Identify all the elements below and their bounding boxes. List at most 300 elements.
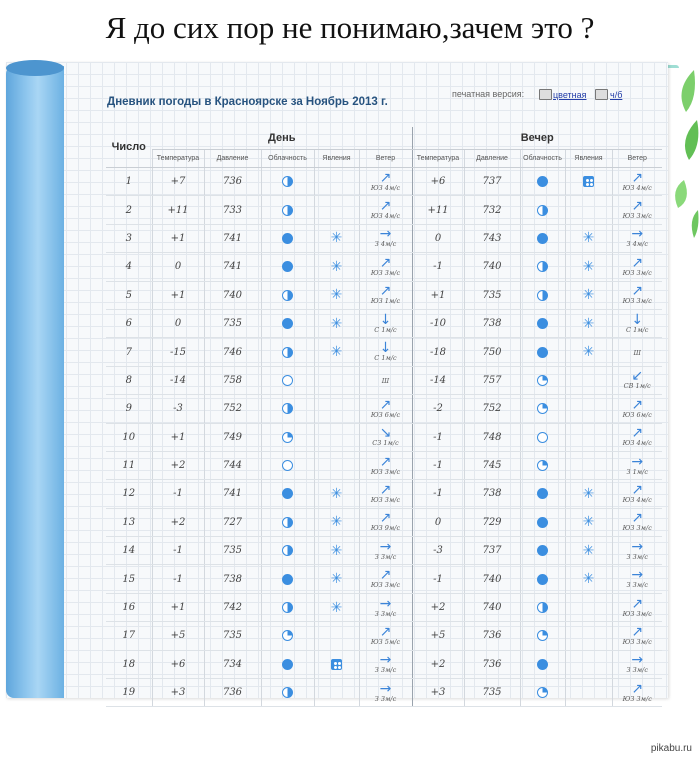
evening-wind-cell <box>612 196 662 224</box>
wind-arrow-icon: ↗ <box>631 254 644 271</box>
snowflake-icon: ✳ <box>330 514 343 531</box>
table-row <box>106 451 662 479</box>
wind-arrow-icon: → <box>631 538 644 555</box>
table-row <box>106 338 662 366</box>
day-pressure: 734 <box>204 650 261 678</box>
day-cloudiness-cell <box>261 423 314 451</box>
wind-indicator <box>375 682 396 703</box>
evening-pressure: 738 <box>464 309 520 337</box>
evening-wind-cell <box>612 508 662 536</box>
table-row <box>106 537 662 565</box>
cloud-cover-icon <box>282 630 293 641</box>
evening-pressure: 745 <box>464 451 520 479</box>
day-pressure: 749 <box>204 423 261 451</box>
evening-phenomena-cell <box>565 537 612 565</box>
day-number: 12 <box>106 480 152 508</box>
day-number: 3 <box>106 224 152 252</box>
day-wind-cell <box>359 168 412 196</box>
day-temperature: -1 <box>152 537 204 565</box>
day-temperature: +1 <box>152 281 204 309</box>
day-phenomena-cell <box>314 196 359 224</box>
wind-indicator <box>623 625 652 646</box>
header-evening-temperature: Температура <box>412 150 464 168</box>
snowflake-icon: ✳ <box>582 542 595 559</box>
day-pressure: 744 <box>204 451 261 479</box>
snowflake-icon: ✳ <box>330 344 343 361</box>
evening-temperature: -1 <box>412 423 464 451</box>
wind-indicator <box>627 227 648 248</box>
paper-roll-end <box>6 60 64 76</box>
day-phenomena-cell <box>314 622 359 650</box>
wind-arrow-icon: ↗ <box>379 623 392 640</box>
day-cloudiness-cell <box>261 366 314 394</box>
wind-indicator <box>623 483 652 504</box>
day-pressure: 742 <box>204 593 261 621</box>
wind-arrow-icon: ↗ <box>631 169 644 186</box>
cloud-cover-icon <box>282 176 293 187</box>
evening-temperature: +6 <box>412 168 464 196</box>
day-temperature: 0 <box>152 309 204 337</box>
header-day: День <box>152 127 412 150</box>
table-row <box>106 508 662 536</box>
evening-cloudiness-cell <box>520 451 565 479</box>
header-evening-cloudiness: Облачность <box>520 150 565 168</box>
snowflake-icon: ✳ <box>582 315 595 332</box>
wind-value: ЮЗ 3м/с <box>622 212 652 221</box>
wind-value: ЮЗ 3м/с <box>370 268 401 277</box>
day-temperature: -14 <box>152 366 204 394</box>
evening-pressure: 738 <box>464 480 520 508</box>
wind-value: ЮЗ 4м/с <box>622 495 652 504</box>
day-number: 7 <box>106 338 152 366</box>
cloud-cover-icon <box>537 176 548 187</box>
day-number: 8 <box>106 366 152 394</box>
print-color-link[interactable]: цветная <box>553 90 587 100</box>
day-wind-cell <box>359 281 412 309</box>
day-number: 2 <box>106 196 152 224</box>
wind-indicator <box>623 284 652 305</box>
day-temperature: +3 <box>152 679 204 707</box>
wind-value: С 1м/с <box>374 354 397 363</box>
table-row <box>106 196 662 224</box>
wind-arrow-icon: ↗ <box>631 595 644 612</box>
day-cloudiness-cell <box>261 309 314 337</box>
evening-phenomena-cell <box>565 508 612 536</box>
wind-value: ЮЗ 3м/с <box>622 609 652 618</box>
wind-value: З 3м/с <box>626 666 648 675</box>
wind-arrow-icon: ↗ <box>631 283 644 300</box>
evening-temperature: -18 <box>412 338 464 366</box>
day-temperature: +6 <box>152 650 204 678</box>
day-pressure: 746 <box>204 338 261 366</box>
evening-pressure: 729 <box>464 508 520 536</box>
snowflake-icon: ✳ <box>330 230 343 247</box>
evening-pressure: 732 <box>464 196 520 224</box>
evening-pressure: 752 <box>464 395 520 423</box>
day-wind-cell <box>359 537 412 565</box>
day-cloudiness-cell <box>261 196 314 224</box>
day-wind-cell <box>359 650 412 678</box>
wind-value: СВ 1м/с <box>623 382 651 391</box>
cloud-cover-icon <box>537 233 548 244</box>
evening-pressure: 740 <box>464 253 520 281</box>
wind-value: З 3м/с <box>626 552 648 561</box>
day-wind-cell <box>359 395 412 423</box>
cloud-cover-icon <box>537 318 548 329</box>
day-pressure: 738 <box>204 565 261 593</box>
wind-arrow-icon: ↗ <box>379 169 392 186</box>
day-phenomena-cell <box>314 679 359 707</box>
evening-wind-cell <box>612 565 662 593</box>
day-phenomena-cell <box>314 650 359 678</box>
wind-value: З 3м/с <box>374 666 397 675</box>
wind-value: З 3м/с <box>626 581 648 590</box>
wind-indicator <box>623 426 652 447</box>
weather-rows <box>106 168 662 707</box>
wind-arrow-icon: → <box>631 453 644 470</box>
paper-roll <box>6 66 64 698</box>
evening-phenomena-cell <box>565 281 612 309</box>
wind-arrow-icon: ↓ <box>379 340 392 357</box>
evening-cloudiness-cell <box>520 196 565 224</box>
evening-phenomena-cell <box>565 366 612 394</box>
cloud-cover-icon <box>537 488 548 499</box>
leaves-decoration <box>664 60 700 250</box>
cloud-cover-icon <box>282 318 293 329</box>
wind-indicator <box>374 341 396 362</box>
header-evening-phenomena: Явления <box>565 150 612 168</box>
wind-indicator <box>623 398 652 419</box>
header-day-phenomena: Явления <box>314 150 359 168</box>
evening-wind-cell <box>612 338 662 366</box>
wind-indicator <box>623 256 652 277</box>
table-row <box>106 395 662 423</box>
wind-indicator <box>627 653 648 674</box>
day-temperature: +1 <box>152 224 204 252</box>
evening-temperature: +2 <box>412 650 464 678</box>
day-temperature: +2 <box>152 508 204 536</box>
header-evening-pressure: Давление <box>464 150 520 168</box>
wind-arrow-icon: ↗ <box>631 198 644 215</box>
day-temperature: -1 <box>152 480 204 508</box>
wind-indicator <box>623 199 652 220</box>
evening-cloudiness-cell <box>520 423 565 451</box>
evening-cloudiness-cell <box>520 168 565 196</box>
evening-pressure: 750 <box>464 338 520 366</box>
cloud-cover-icon <box>537 205 548 216</box>
wind-arrow-icon: ↗ <box>379 510 392 527</box>
wind-indicator <box>371 171 400 192</box>
evening-pressure: 735 <box>464 281 520 309</box>
wind-value: З 3м/с <box>374 552 397 561</box>
wind-indicator <box>371 625 400 646</box>
evening-cloudiness-cell <box>520 537 565 565</box>
evening-pressure: 740 <box>464 565 520 593</box>
cloud-cover-icon <box>282 205 293 216</box>
day-number: 4 <box>106 253 152 281</box>
table-row <box>106 650 662 678</box>
day-number: 9 <box>106 395 152 423</box>
day-phenomena-cell <box>314 508 359 536</box>
evening-pressure: 737 <box>464 168 520 196</box>
wind-arrow-icon: ↓ <box>631 311 644 328</box>
wind-indicator <box>375 227 396 248</box>
day-pressure: 727 <box>204 508 261 536</box>
evening-phenomena-cell <box>565 224 612 252</box>
precipitation-icon <box>583 176 594 187</box>
wind-indicator <box>371 511 400 532</box>
header-day-wind: Ветер <box>359 150 412 168</box>
day-temperature: -1 <box>152 565 204 593</box>
snowflake-icon: ✳ <box>330 287 343 304</box>
evening-wind-cell <box>612 593 662 621</box>
wind-indicator <box>371 284 400 305</box>
wind-value: ЮЗ 6м/с <box>622 410 652 419</box>
evening-phenomena-cell <box>565 650 612 678</box>
wind-value: ЮЗ 4м/с <box>622 183 652 192</box>
wind-arrow-icon: ↗ <box>631 623 644 640</box>
day-pressure: 736 <box>204 168 261 196</box>
cloud-cover-icon <box>537 261 548 272</box>
header-day-temperature: Температура <box>152 150 204 168</box>
evening-pressure: 736 <box>464 622 520 650</box>
wind-indicator <box>371 256 400 277</box>
wind-arrow-icon: → <box>379 226 392 243</box>
wind-indicator <box>623 171 652 192</box>
evening-cloudiness-cell <box>520 338 565 366</box>
day-wind-cell <box>359 622 412 650</box>
wind-arrow-icon: → <box>379 652 392 669</box>
wind-arrow-icon: → <box>379 595 392 612</box>
subheader-row <box>106 150 662 168</box>
wind-value: ЮЗ 3м/с <box>622 694 652 703</box>
evening-phenomena-cell <box>565 565 612 593</box>
evening-temperature: +2 <box>412 593 464 621</box>
table-row <box>106 593 662 621</box>
snowflake-icon: ✳ <box>582 485 595 502</box>
snowflake-icon: ✳ <box>330 485 343 502</box>
day-wind-cell <box>359 196 412 224</box>
wind-arrow-icon: → <box>631 652 644 669</box>
day-phenomena-cell <box>314 168 359 196</box>
cloud-cover-icon <box>537 375 548 386</box>
day-wind-cell <box>359 451 412 479</box>
wind-arrow-icon: → <box>631 226 644 243</box>
day-pressure: 752 <box>204 395 261 423</box>
evening-wind-cell <box>612 281 662 309</box>
cloud-cover-icon <box>282 347 293 358</box>
evening-cloudiness-cell <box>520 309 565 337</box>
day-phenomena-cell <box>314 423 359 451</box>
day-cloudiness-cell <box>261 622 314 650</box>
day-phenomena-cell <box>314 281 359 309</box>
cloud-cover-icon <box>282 375 293 386</box>
wind-value: ЮЗ 3м/с <box>370 495 401 504</box>
wind-value: ЮЗ 1м/с <box>370 297 401 306</box>
wind-indicator <box>371 568 400 589</box>
evening-temperature: 0 <box>412 224 464 252</box>
print-bw-link[interactable]: ч/б <box>610 90 623 100</box>
day-pressure: 741 <box>204 224 261 252</box>
wind-indicator <box>371 199 400 220</box>
evening-cloudiness-cell <box>520 224 565 252</box>
precipitation-icon <box>331 659 342 670</box>
caption: Я до сих пор не понимаю,зачем это ? <box>105 10 595 45</box>
wind-value: ЮЗ 3м/с <box>622 268 652 277</box>
day-phenomena-cell <box>314 338 359 366</box>
snowflake-icon: ✳ <box>330 571 343 588</box>
evening-wind-cell <box>612 423 662 451</box>
evening-wind-cell <box>612 679 662 707</box>
snowflake-icon: ✳ <box>330 599 343 616</box>
evening-phenomena-cell <box>565 253 612 281</box>
header-evening-wind: Ветер <box>612 150 662 168</box>
evening-cloudiness-cell <box>520 395 565 423</box>
wind-value: ЮЗ 3м/с <box>370 581 401 590</box>
evening-temperature: +1 <box>412 281 464 309</box>
day-pressure: 735 <box>204 309 261 337</box>
day-wind-cell <box>359 508 412 536</box>
wind-arrow-icon: → <box>379 680 392 697</box>
wind-indicator <box>375 597 396 618</box>
wind-arrow-icon: ↗ <box>631 680 644 697</box>
snowflake-icon: ✳ <box>330 258 343 275</box>
table-row <box>106 366 662 394</box>
day-phenomena-cell <box>314 537 359 565</box>
wind-indicator <box>624 369 651 390</box>
wind-value: ЮЗ 3м/с <box>622 637 652 646</box>
day-phenomena-cell <box>314 480 359 508</box>
wind-value: З 1м/с <box>626 467 648 476</box>
snowflake-icon: ✳ <box>330 315 343 332</box>
cloud-cover-icon <box>282 488 293 499</box>
wind-indicator <box>627 455 648 476</box>
wind-indicator <box>371 483 400 504</box>
day-cloudiness-cell <box>261 480 314 508</box>
day-number: 19 <box>106 679 152 707</box>
day-temperature: +2 <box>152 451 204 479</box>
snowflake-icon: ✳ <box>582 230 595 247</box>
wind-value: ЮЗ 9м/с <box>370 524 401 533</box>
day-phenomena-cell <box>314 451 359 479</box>
diary-title: Дневник погоды в Красноярске за Ноябрь 2013 г. <box>107 96 388 108</box>
day-cloudiness-cell <box>261 395 314 423</box>
evening-pressure: 736 <box>464 650 520 678</box>
wind-value: З 3м/с <box>374 609 397 618</box>
day-temperature: -15 <box>152 338 204 366</box>
evening-pressure: 748 <box>464 423 520 451</box>
evening-wind-cell <box>612 451 662 479</box>
evening-cloudiness-cell <box>520 508 565 536</box>
wind-value: Ш <box>633 348 641 357</box>
evening-wind-cell <box>612 622 662 650</box>
evening-pressure: 757 <box>464 366 520 394</box>
wind-arrow-icon: ↗ <box>631 396 644 413</box>
evening-wind-cell <box>612 395 662 423</box>
wind-arrow-icon: ↗ <box>379 396 392 413</box>
evening-cloudiness-cell <box>520 480 565 508</box>
cloud-cover-icon <box>537 602 548 613</box>
cloud-cover-icon <box>537 517 548 528</box>
day-temperature: -3 <box>152 395 204 423</box>
day-phenomena-cell <box>314 224 359 252</box>
wind-indicator <box>623 511 652 532</box>
evening-wind-cell <box>612 366 662 394</box>
wind-value: З 4м/с <box>626 240 648 249</box>
evening-pressure: 740 <box>464 593 520 621</box>
wind-indicator <box>372 426 398 447</box>
evening-phenomena-cell <box>565 196 612 224</box>
wind-indicator <box>634 350 641 357</box>
wind-arrow-icon: ↗ <box>379 567 392 584</box>
day-temperature: +11 <box>152 196 204 224</box>
snowflake-icon: ✳ <box>582 514 595 531</box>
evening-wind-cell <box>612 309 662 337</box>
day-phenomena-cell <box>314 395 359 423</box>
wind-indicator <box>623 597 652 618</box>
day-number: 15 <box>106 565 152 593</box>
day-wind-cell <box>359 423 412 451</box>
evening-phenomena-cell <box>565 593 612 621</box>
wind-arrow-icon: ↗ <box>379 453 392 470</box>
day-cloudiness-cell <box>261 451 314 479</box>
header-day-number: Число <box>106 127 152 168</box>
day-cloudiness-cell <box>261 253 314 281</box>
evening-phenomena-cell <box>565 679 612 707</box>
wind-value: С 1м/с <box>626 325 649 334</box>
wind-indicator <box>374 313 396 334</box>
cloud-cover-icon <box>282 574 293 585</box>
table-row <box>106 281 662 309</box>
evening-temperature: -3 <box>412 537 464 565</box>
evening-pressure: 743 <box>464 224 520 252</box>
table-row <box>106 423 662 451</box>
table-row <box>106 679 662 707</box>
evening-phenomena-cell <box>565 451 612 479</box>
snowflake-icon: ✳ <box>582 344 595 361</box>
evening-temperature: -1 <box>412 565 464 593</box>
header-evening: Вечер <box>412 127 662 150</box>
evening-phenomena-cell <box>565 338 612 366</box>
day-cloudiness-cell <box>261 565 314 593</box>
evening-pressure: 737 <box>464 537 520 565</box>
cloud-cover-icon <box>282 403 293 414</box>
day-pressure: 735 <box>204 537 261 565</box>
cloud-cover-icon <box>282 290 293 301</box>
wind-value: ЮЗ 3м/с <box>622 524 652 533</box>
evening-temperature: -1 <box>412 253 464 281</box>
wind-indicator <box>375 653 396 674</box>
day-number: 13 <box>106 508 152 536</box>
day-wind-cell <box>359 253 412 281</box>
snowflake-icon: ✳ <box>582 287 595 304</box>
day-pressure: 735 <box>204 622 261 650</box>
table-row <box>106 168 662 196</box>
evening-wind-cell <box>612 168 662 196</box>
evening-phenomena-cell <box>565 395 612 423</box>
day-pressure: 733 <box>204 196 261 224</box>
day-cloudiness-cell <box>261 168 314 196</box>
evening-temperature: +3 <box>412 679 464 707</box>
day-temperature: +5 <box>152 622 204 650</box>
table-row <box>106 565 662 593</box>
day-wind-cell <box>359 565 412 593</box>
printer-icon[interactable] <box>595 89 608 100</box>
printer-icon[interactable] <box>539 89 552 100</box>
snowflake-icon: ✳ <box>582 571 595 588</box>
evening-wind-cell <box>612 253 662 281</box>
day-temperature: 0 <box>152 253 204 281</box>
